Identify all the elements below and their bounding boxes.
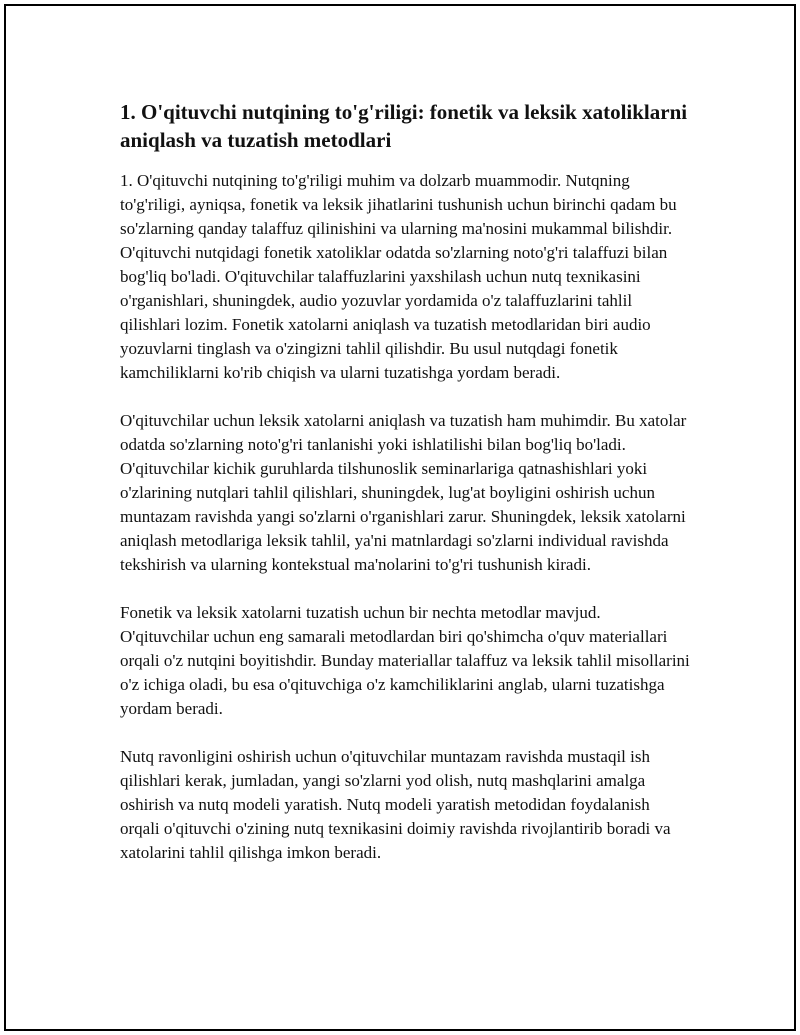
document-body [120,98,692,889]
paragraph-4: Nutq ravonligini oshirish uchun o'qituvchilar muntazam ravishda mustaqil ish qilishlari kerak, jumladan, yangi so'zlarni yod olish, nutq mashqlarini amalga oshirish va nutq modeli yaratish. Nutq modeli yaratish metodidan foydalanish orqali o'qituvchi o'zining nutq texnikasini doimiy ravishda rivojlantirib boradi va xatolarini tahlil qilishga imkon beradi. [120,747,671,862]
paragraph-1: 1. O'qituvchi nutqining to'g'riligi muhim va dolzarb muammodir. Nutqning to'g'riligi, ayniqsa, fonetik va leksik jihatlarini tushunish uchun birinchi qadam bu so'zlarning qanday talaffuz qilinishini va ularning ma'nosini mukammal bilishdir. O'qituvchi nutqidagi fonetik xatoliklar odatda so'zlarning noto'g'ri talaffuzi bilan bog'liq bo'ladi. O'qituvchilar talaffuzlarini yaxshilash uchun nutq texnikasini o'rganishlari, shuningdek, audio yozuvlar yordamida o'z talaffuzlarini tahlil qilishlari lozim. Fonetik xatolarni aniqlash va tuzatish metodlaridan biri audio yozuvlarni tinglash va o'zingizni tahlil qilishdir. Bu usul nutqdagi fonetik kamchiliklarni ko'rib chiqish va ularni tuzatishga yordam beradi. [120,171,677,382]
paragraph-3: Fonetik va leksik xatolarni tuzatish uchun bir nechta metodlar mavjud. O'qituvchilar uchun eng samarali metodlardan biri qo'shimcha o'quv materiallari orqali o'z nutqini boyitishdir. Bunday materiallar talaffuz va leksik tahlil misollarini o'z ichiga oladi, bu esa o'qituvchiga o'z kamchiliklarini anglab, ularni tuzatishga yordam beradi. [120,603,690,718]
document-heading: 1. O'qituvchi nutqining to'g'riligi: fonetik va leksik xatoliklarni aniqlash va tuzatish metodlari [120,100,688,152]
paragraph-2: O'qituvchilar uchun leksik xatolarni aniqlash va tuzatish ham muhimdir. Bu xatolar odatda so'zlarning noto'g'ri tanlanishi yoki ishlatilishi bilan bog'liq bo'ladi. O'qituvchilar kichik guruhlarda tilshunoslik seminarlariga qatnashishlari yoki o'zlarining nutqlari tahlil qilishlari, shuningdek, lug'at boyligini oshirish uchun muntazam ravishda yangi so'zlarni o'rganishlari zarur. Shuningdek, leksik xatolarni aniqlash metodlariga leksik tahlil, ya'ni matnlardagi so'zlarni individual ravishda tekshirish va ularning kontekstual ma'nolarini to'g'ri tushunish kiradi. [120,411,687,574]
page-frame [4,4,796,1031]
